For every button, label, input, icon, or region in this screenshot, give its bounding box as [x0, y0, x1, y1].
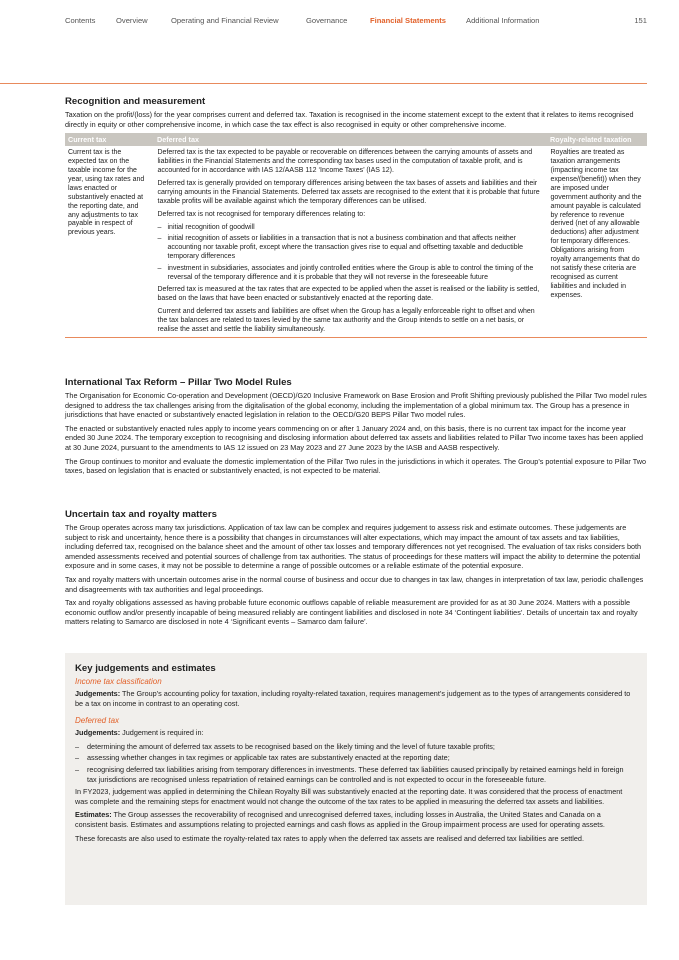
deferred-tax-p2: Deferred tax is generally provided on temporary differences arising between the tax bases of assets and liabilities and their carrying amounts in the Financial Statements. Deferred tax assets are recognised to the extent that it is probable that future taxable profits will be available against which the temporary differences can be utilised. — [157, 179, 540, 205]
header-divider — [0, 83, 647, 84]
income-tax-classification-heading: Income tax classification — [75, 677, 162, 686]
nav-contents[interactable]: Contents — [65, 16, 96, 25]
deferred-judgement-list — [75, 742, 635, 784]
deferred-judgement-intro — [75, 728, 635, 738]
income-tax-judgement-text: The Group’s accounting policy for taxation, including royalty-related taxation, requires management’s judgement as to the types of arrangements considered to be a tax on income in contrast to an operating cost. — [75, 689, 631, 708]
pillar-two-p3: The Group continues to monitor and evaluate the domestic implementation of the Pillar Two rules in the jurisdictions in which it operates. The Group’s potential exposure to Pillar Two taxes, based on legislation that is enacted or substantively enacted, is not expected to be material. — [65, 456, 646, 476]
estimates-paragraph — [75, 810, 635, 829]
tax-table-row — [65, 146, 647, 337]
forecasts-paragraph: These forecasts are also used to estimate the royalty-related tax rates to apply when the deferred tax assets are realised and deferred tax liabilities are settled. — [75, 833, 584, 843]
royalty-text: Royalties are treated as taxation arrangements (impacting income tax expense/(benefit)) when they are imposed under government authority and the amount payable is calculated by reference to revenue derived (net of any allowable deductions) after adjustment for temporary differences. Obligations arising from royalty arrangements that do not satisfy these criteria are recognised as current liabilities and included in expenses. — [550, 149, 642, 299]
income-tax-judgement — [75, 689, 635, 708]
uncertain-p3: Tax and royalty obligations assessed as having probable future economic outflows capable of reliable measurement are provided for as at 30 June 2024. Matters with a possible economic outflow and/or presently incapable of being measured reliably are contingent liabilities and disclosed in note 34 ‘Contingent liabilities’. Details of uncertain tax and royalty matters relating to Samarco are disclosed in note 4 ‘Significant events – Samarco dam failure’. — [65, 598, 638, 627]
top-navigation — [65, 16, 647, 30]
deferred-tax-p5: Current and deferred tax assets and liabilities are offset when the Group has a legally enforceable right to offset and when the tax balances are related to taxes levied by the same tax authority and the Group intends to settle on a net basis, or realise the asset and settle the liability simultaneously. — [157, 307, 535, 333]
recognition-heading: Recognition and measurement — [65, 96, 206, 107]
pillar-two-heading: International Tax Reform – Pillar Two Model Rules — [65, 377, 292, 388]
list-item: – investment in subsidiaries, associates and jointly controlled entities where the Group is able to control the timing of the reversal of the temporary difference and it is probable that they will not reverse in the foreseeable future — [158, 265, 544, 283]
header-royalty-taxation: Royalty-related taxation — [547, 133, 647, 146]
uncertain-tax-section — [65, 509, 647, 631]
nav-overview[interactable]: Overview — [116, 16, 148, 25]
estimates-text: The Group assesses the recoverability of recognised and unrecognised deferred taxes, including losses in Australia, the United States and Canada on a consistent basis. Estimates and assumptions relating to projected earnings and cash flows as applied in the Group impairment process are used for operating assets. — [75, 810, 605, 829]
header-deferred-tax: Deferred tax — [154, 133, 547, 146]
list-item: – determining the amount of deferred tax assets to be recognised based on the likely timing and the level of future taxable profits; — [75, 742, 635, 752]
royalty-cell — [547, 146, 647, 337]
pillar-two-p1: The Organisation for Economic Co-operation and Development (OECD)/G20 Inclusive Framework on Base Erosion and Profit Shifting previously published the Pillar Two model rules designed to address the tax challenges arising from the digitalisation of the global economy, including the implementation of a global minimum tax. The Group has a presence in jurisdictions that have enacted or substantively enacted legislation in relation to the OECD/G20 BEPS Pillar Two model rules. — [65, 391, 647, 420]
deferred-tax-exceptions-list — [158, 224, 544, 283]
deferred-tax-p4: Deferred tax is measured at the tax rates that are expected to be applied when the asset is realised or the liability is settled, based on the laws that have been enacted or substantively enacted at the reporting date. — [157, 285, 540, 302]
header-current-tax: Current tax — [65, 133, 154, 146]
uncertain-heading: Uncertain tax and royalty matters — [65, 509, 217, 520]
list-item: – initial recognition of assets or liabilities in a transaction that is not a business combination and that affects neither accounting nor taxable profit, except where the transaction gives rise to equal and offsetting taxable and deductible temporary differences — [158, 235, 544, 262]
page-number: 151 — [634, 16, 647, 25]
key-judgements-heading: Key judgements and estimates — [75, 663, 216, 674]
estimates-label: Estimates: — [75, 810, 112, 820]
list-item: – assessing whether changes in tax regimes or applicable tax rates are substantively enacted at the reporting date; — [75, 753, 635, 763]
nav-financial-statements[interactable]: Financial Statements — [370, 16, 446, 25]
deferred-tax-heading: Deferred tax — [75, 716, 120, 726]
deferred-tax-p3: Deferred tax is not recognised for temporary differences relating to: — [157, 210, 366, 218]
uncertain-p2: Tax and royalty matters with uncertain outcomes arise in the normal course of business and occur due to changes in tax law, changes in interpretation of tax law, periodic challenges and disagreements with tax authorities and legal proceedings. — [65, 574, 644, 594]
recognition-section — [65, 96, 647, 338]
pillar-two-p2: The enacted or substantively enacted rules apply to income years commencing on or after 1 January 2024 and, on this basis, there is no current tax impact for the income year ended 30 June 2024. The temporary exception to recognising and disclosing information about deferred tax assets and liabilities related to Pillar Two income taxes has been applied at 30 June 2024, pursuant to the amendments to IAS 12 issued on 23 May 2023 and 27 June 2023 by the IASB and AASB respectively. — [65, 423, 644, 452]
nav-additional-information[interactable]: Additional Information — [466, 16, 540, 25]
deferred-tax-cell — [154, 146, 547, 337]
fy2023-judgement: In FY2023, judgement was applied in determining the Chilean Royalty Bill was substantively enacted at the reporting date. It was considered that the process of enactment was complete and the remaining steps for enactment would not change the outcome of the tax rates to be applied in measuring the deferred tax assets and liabilities. — [75, 787, 623, 806]
deferred-tax-p1: Deferred tax is the tax expected to be payable or recoverable on differences between the carrying amounts of assets and liabilities in the Financial Statements and the corresponding tax bases used in the computation of taxable profit, and is accounted for in accordance with IAS 12/AASB 112 ‘Income Taxes’ (IAS 12). — [157, 149, 533, 174]
uncertain-p1: The Group operates across many tax jurisdictions. Application of tax law can be complex and requires judgement to assess risk and estimate outcomes. These judgements are subject to risk and uncertainty, hence there is a possibility that changes in circumstances will alter expectations, which may impact the amount of tax assets and tax liabilities, including deferred tax, recognised on the balance sheet and the amount of other tax losses and temporary differences not yet recognised. The evaluation of tax risks considers both amended assessments received and potential sources of challenge from tax authorities. The status of proceedings for these matters will impact the ability to determine the potential exposure and in some cases, it may not be possible to determine a range of possible outcomes or a reliable estimate of the potential exposure. — [65, 523, 642, 571]
tax-table-header — [65, 133, 647, 146]
current-tax-cell — [65, 146, 154, 337]
recognition-intro: Taxation on the profit/(loss) for the year comprises current and deferred tax. Taxation is recognised in the income statement except to the extent that it relates to items recognised directly in equity or other comprehensive income, in which case the tax effect is also recognised in equity or other comprehensive income. — [65, 110, 634, 129]
key-judgements-box — [65, 653, 647, 905]
pillar-two-section — [65, 377, 647, 480]
judgements-label: Judgements: — [75, 689, 121, 698]
current-tax-text: Current tax is the expected tax on the taxable income for the year, using tax rates and laws enacted or substantively enacted at the reporting date, and any adjustments to tax payable in respect of previous years. — [68, 149, 145, 237]
list-item: – recognising deferred tax liabilities arising from temporary differences in investments. These deferred tax liabilities caused principally by retained earnings held in foreign tax jurisdictions are recognised unless repatriation of retained earnings can be controlled and is not expected to occur in the foreseeable future. — [75, 765, 635, 784]
list-item: – initial recognition of goodwill — [158, 224, 544, 233]
judgements-label: Judgements: — [75, 728, 121, 738]
nav-operating-financial-review[interactable]: Operating and Financial Review — [171, 16, 279, 25]
tax-table — [65, 133, 647, 337]
deferred-judgement-intro-text: Judgement is required in: — [120, 728, 204, 738]
nav-governance[interactable]: Governance — [306, 16, 348, 25]
